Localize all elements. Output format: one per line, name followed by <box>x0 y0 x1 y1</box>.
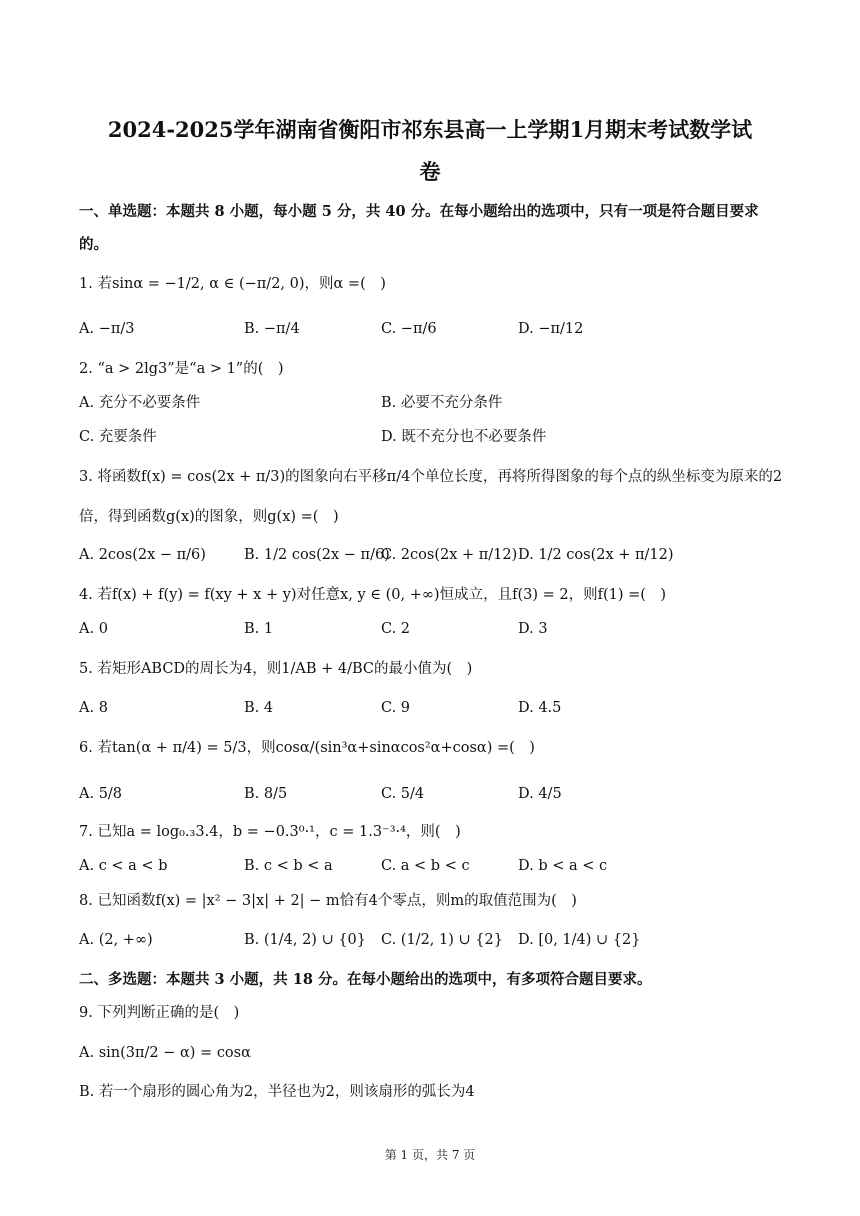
question-4-option-a: A. 0 <box>79 621 108 637</box>
question-2-option-c: C. 充要条件 <box>79 429 157 445</box>
question-7-option-c: C. a < b < c <box>381 858 470 874</box>
question-3-stem-line1: 3. 将函数f(x) = cos(2x + π/3)的图象向右平移π/4个单位长度，再将所得图象的每个点的纵坐标变为原来的2 <box>79 469 783 485</box>
question-4-option-c: C. 2 <box>381 621 411 637</box>
section1-heading-line2: 的。 <box>79 236 108 253</box>
question-1-option-d: D. −π/12 <box>518 321 584 337</box>
question-3-option-d: D. 1/2 cos(2x + π/12) <box>518 547 674 563</box>
question-3-option-c: C. 2cos(2x + π/12) <box>381 547 518 563</box>
question-3-option-b: B. 1/2 cos(2x − π/6) <box>244 547 390 563</box>
question-6-option-c: C. 5/4 <box>381 786 425 802</box>
section2-heading: 二、多选题：本题共 3 小题，共 18 分。在每小题给出的选项中，有多项符合题目要求。 <box>79 971 652 988</box>
question-7-option-a: A. c < a < b <box>79 858 168 874</box>
question-2-option-d: D. 既不充分也不必要条件 <box>381 429 547 445</box>
section1-heading-line1: 一、单选题：本题共 8 小题，每小题 5 分，共 40 分。在每小题给出的选项中，只有一项是符合题目要求 <box>79 203 759 220</box>
question-8-option-c: C. (1/2, 1) ∪ {2} <box>381 932 503 948</box>
question-8-option-a: A. (2, +∞) <box>79 932 153 948</box>
question-1-option-a: A. −π/3 <box>79 321 135 337</box>
question-3-option-a: A. 2cos(2x − π/6) <box>79 547 206 563</box>
question-8-option-b: B. (1/4, 2) ∪ {0} <box>244 932 367 948</box>
question-5-option-d: D. 4.5 <box>518 700 562 716</box>
question-3-stem-line2: 倍，得到函数g(x)的图象，则g(x) =( ) <box>79 509 339 525</box>
question-2-option-b: B. 必要不充分条件 <box>381 395 503 411</box>
page-footer: 第 1 页，共 7 页 <box>384 1148 476 1162</box>
question-5-option-c: C. 9 <box>381 700 411 716</box>
question-6-option-b: B. 8/5 <box>244 786 288 802</box>
question-1-option-b: B. −π/4 <box>244 321 300 337</box>
question-2-stem: 2. “a > 2lg3”是“a > 1”的( ) <box>79 361 284 377</box>
question-6-option-d: D. 4/5 <box>518 786 562 802</box>
question-4-option-d: D. 3 <box>518 621 548 637</box>
question-1-stem: 1. 若sinα = −1/2, α ∈ (−π/2, 0)，则α =( ) <box>79 276 386 292</box>
question-5-option-a: A. 8 <box>79 700 108 716</box>
question-4-option-b: B. 1 <box>244 621 274 637</box>
question-9-option-b: B. 若一个扇形的圆心角为2，半径也为2，则该扇形的弧长为4 <box>79 1084 475 1100</box>
question-8-option-d: D. [0, 1/4) ∪ {2} <box>518 932 641 948</box>
exam-title-line1: 2024-2025学年湖南省衡阳市祁东县高一上学期1月期末考试数学试 <box>107 117 753 142</box>
question-7-option-d: D. b < a < c <box>518 858 608 874</box>
question-8-stem: 8. 已知函数f(x) = |x² − 3|x| + 2| − m恰有4个零点，则m的取值范围为( ) <box>79 893 577 909</box>
question-7-option-b: B. c < b < a <box>244 858 333 874</box>
question-5-stem: 5. 若矩形ABCD的周长为4，则1/AB + 4/BC的最小值为( ) <box>79 661 473 677</box>
question-5-option-b: B. 4 <box>244 700 274 716</box>
question-6-stem: 6. 若tan(α + π/4) = 5/3，则cosα/(sin³α+sinαcos²α+cosα) =( ) <box>79 740 535 756</box>
question-1-option-c: C. −π/6 <box>381 321 437 337</box>
question-9-option-a: A. sin(3π/2 − α) = cosα <box>79 1045 251 1061</box>
question-7-stem: 7. 已知a = log₀.₃3.4，b = −0.3⁰·¹，c = 1.3⁻³·⁴，则( ) <box>79 824 461 840</box>
exam-title-line2: 卷 <box>419 159 441 184</box>
question-6-option-a: A. 5/8 <box>79 786 123 802</box>
question-4-stem: 4. 若f(x) + f(y) = f(xy + x + y)对任意x, y ∈ (0, +∞)恒成立，且f(3) = 2，则f(1) =( ) <box>79 587 667 603</box>
question-9-stem: 9. 下列判断正确的是( ) <box>79 1005 240 1021</box>
question-2-option-a: A. 充分不必要条件 <box>79 395 201 411</box>
